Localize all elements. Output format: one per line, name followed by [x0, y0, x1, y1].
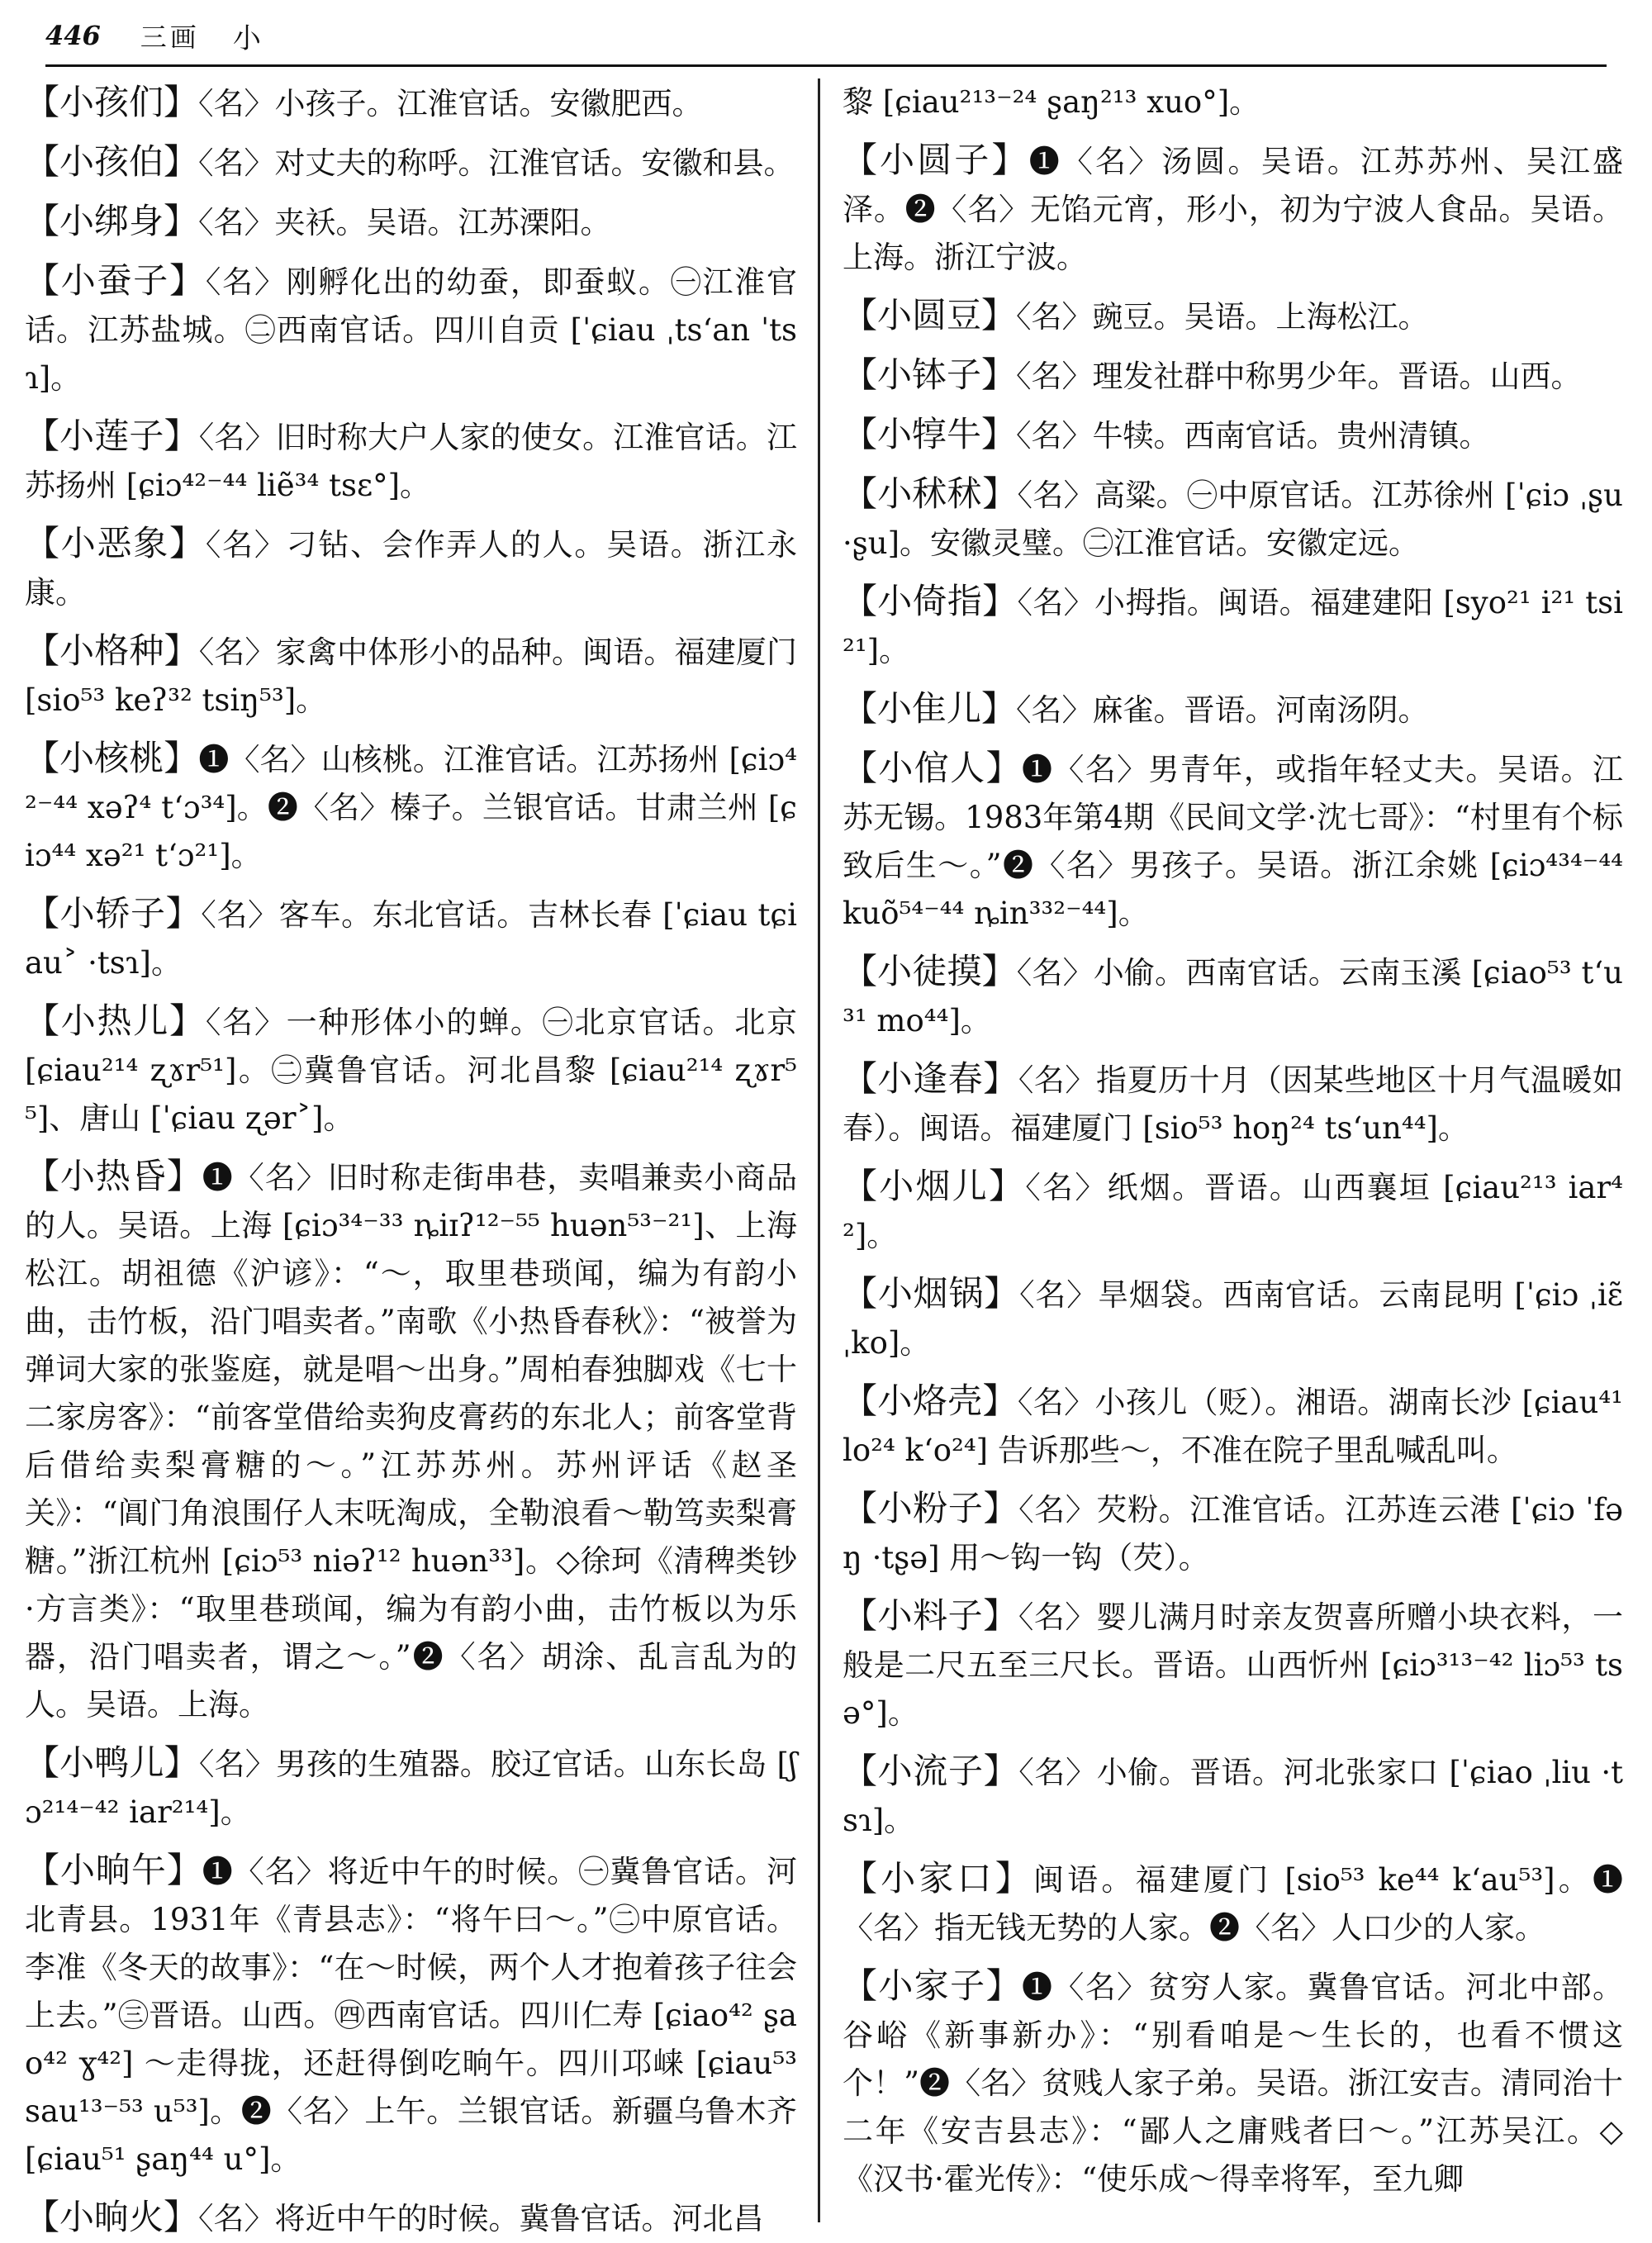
entry-headword: 【小钵子】 [843, 354, 1017, 395]
entry-headword: 【小徒摸】 [843, 951, 1017, 991]
entry-definition: 〈名〉客车。东北官话。吉林长春 [ˈɕiau tɕiau˃ ·tsɿ]。 [25, 897, 797, 981]
dictionary-entry [843, 685, 1623, 734]
entry-headword: 【小倌人】 [843, 748, 1022, 788]
dictionary-entry [25, 138, 797, 188]
dictionary-entry [25, 197, 797, 247]
entry-definition: ❶〈名〉汤圆。吴语。江苏苏州、吴江盛泽。❷〈名〉无馅元宵，形小，初为宁波人食品。吴语。上海。浙江宁波。 [843, 144, 1623, 275]
entry-headword: 【小热儿】 [25, 1000, 206, 1041]
entry-definition: 〈名〉豌豆。吴语。上海松江。 [1016, 299, 1429, 335]
dictionary-entry [25, 257, 797, 402]
right-column [843, 78, 1623, 2218]
entry-definition: 〈名〉一种形体小的蝉。㊀北京官话。北京 [ɕiau²¹⁴ ʐɤr⁵¹]。㊁冀鲁官话。河北昌黎 [ɕiau²¹⁴ ʐɤr⁵⁵]、唐山 [ˈɕiau ʐər˃]。 [25, 1005, 797, 1136]
dictionary-entry [843, 948, 1623, 1045]
entry-headword: 【小流子】 [843, 1751, 1019, 1791]
entry-definition: 〈名〉理发社群中称男少年。晋语。山西。 [1016, 359, 1582, 394]
dictionary-entry [25, 1152, 797, 1729]
dictionary-entry [843, 1855, 1623, 1952]
dictionary-entry [25, 734, 797, 880]
page-header [45, 7, 1607, 67]
entry-definition: 〈名〉旱烟袋。西南官话。云南昆明 [ˈɕiɔ ˌiɛ̃ ˌko]。 [843, 1277, 1623, 1361]
dictionary-entry [25, 520, 797, 617]
dictionary-entry [843, 1962, 1623, 2203]
dictionary-entry [25, 1846, 797, 2184]
entry-headword: 【小圆子】 [843, 140, 1029, 180]
entry-definition: 〈名〉小孩儿（贬）。湘语。湖南长沙 [ɕiau⁴¹ lo²⁴ kʻo²⁴] 告诉那些～，不准在院子里乱喊乱叫。 [843, 1385, 1623, 1468]
entry-headword: 【小晌午】 [25, 1850, 202, 1890]
entry-headword: 【小孩们】 [25, 82, 199, 122]
dictionary-entry [843, 136, 1623, 282]
entry-headword: 【小烙壳】 [843, 1380, 1018, 1421]
dictionary-entry [843, 1592, 1623, 1737]
dictionary-entry [843, 470, 1623, 568]
entry-definition: 〈名〉小偷。晋语。河北张家口 [ˈɕiao ˌliu ·tsɿ]。 [843, 1755, 1623, 1838]
dictionary-entry [843, 744, 1623, 938]
entry-headword: 【小格种】 [25, 630, 199, 671]
section-label: 三画 [140, 21, 200, 53]
entry-definition: ❶〈名〉将近中午的时候。㊀冀鲁官话。河北青县。1931年《青县志》：“将午曰～。”㊁中原官话。李准《冬天的故事》：“在～时候，两个人才抱着孩子往会上去。”㊂晋语。山西。㊃西南官话。四川仁寿 [ɕiao⁴² ʂao⁴² ɣ⁴²] ～走得拢，还赶得倒吃晌午。四川邛崃 [ɕiau⁵³ sau¹³⁻⁵³ u⁵³]。❷〈名〉上午。兰银官话。新疆乌鲁木齐 [ɕiau⁵¹ ʂaŋ⁴⁴ u°]。 [25, 1854, 797, 2177]
entry-definition: 〈名〉对丈夫的称呼。江淮官话。安徽和县。 [198, 145, 795, 181]
entry-definition: ❶〈名〉山核桃。江淮官话。江苏扬州 [ɕiɔ⁴²⁻⁴⁴ xəʔ⁴ tʻɔ³⁴]。❷〈名〉榛子。兰银官话。甘肃兰州 [ɕiɔ⁴⁴ xə²¹ tʻɔ²¹]。 [25, 742, 797, 873]
dictionary-entry [843, 292, 1623, 341]
entry-headword: 【小秫秫】 [843, 473, 1018, 514]
entry-definition: 〈名〉婴儿满月时亲友贺喜所赠小块衣料，一般是二尺五至三尺长。晋语。山西忻州 [ɕiɔ³¹³⁻⁴² liɔ⁵³ tsə°]。 [843, 1599, 1623, 1731]
entry-headword: 【小绑身】 [25, 201, 199, 241]
entry-headword: 【小蚕子】 [25, 260, 206, 301]
entry-definition: 〈名〉男孩的生殖器。胶辽官话。山东长岛 [ʃɔ²¹⁴⁻⁴² iar²¹⁴]。 [25, 1746, 797, 1830]
dictionary-entry [25, 997, 797, 1143]
entry-headword: 【小晌火】 [25, 2197, 199, 2237]
entry-definition: 〈名〉小孩子。江淮官话。安徽肥西。 [198, 86, 703, 121]
dictionary-entry [843, 78, 1623, 126]
head-character: 小 [232, 21, 261, 55]
entry-headword: 【小料子】 [843, 1595, 1018, 1636]
entry-headword: 【小家口】 [843, 1858, 1033, 1898]
entry-headword: 【小热昏】 [25, 1156, 202, 1196]
entry-definition: 黎 [ɕiau²¹³⁻²⁴ ʂaŋ²¹³ xuo°]。 [843, 84, 1260, 120]
entry-definition: 〈名〉高粱。㊀中原官话。江苏徐州 [ˈɕiɔ ˌʂu ·ʂu]。安徽灵璧。㊁江淮官话。安徽定远。 [843, 478, 1623, 561]
entry-headword: 【小粉子】 [843, 1488, 1019, 1528]
dictionary-entry [25, 627, 797, 725]
entry-definition: ❶〈名〉贫穷人家。冀鲁官话。河北中部。谷峪《新事新办》：“别看咱是～生长的，也看不惯这个！”❷〈名〉贫贱人家子弟。吴语。浙江安吉。清同治十二年《安吉县志》：“鄙人之庸贱者曰～。”江苏吴江。◇《汉书·霍光传》：“使乐成～得幸将军，至九卿 [843, 1970, 1623, 2197]
entry-headword: 【小圆豆】 [843, 295, 1017, 335]
dictionary-entry [25, 1739, 797, 1837]
entry-definition: 〈名〉小拇指。闽语。福建建阳 [syo²¹ i²¹ tsi²¹]。 [843, 585, 1623, 668]
entry-headword: 【小鸭儿】 [25, 1742, 199, 1783]
entry-definition: ❶〈名〉旧时称走街串巷，卖唱兼卖小商品的人。吴语。上海 [ɕiɔ³⁴⁻³³ ȵiɪʔ¹²⁻⁵⁵ huən⁵³⁻²¹]、上海松江。胡祖德《沪谚》：“～，取里巷琐闻，编为有韵小曲，击竹板，沿门唱卖者。”南歌《小热昏春秋》：“被誉为弹词大家的张鉴庭，就是唱～出身。”周柏春独脚戏《七十二家房客》：“前客堂借给卖狗皮膏药的东北人；前客堂背后借给卖梨膏糖的～。”江苏苏州。苏州评话《赵圣关》：“阊门角浪围仔人末呒淘成，全勒浪看～勒笃卖梨膏糖。”浙江杭州 [ɕiɔ⁵³ niəʔ¹² huən³³]。◇徐珂《清稗类钞·方言类》：“取里巷琐闻，编为有韵小曲，击竹板以为乐器，沿门唱卖者，谓之～。”❷〈名〉胡涂、乱言乱为的人。吴语。上海。 [25, 1160, 797, 1723]
dictionary-entry [25, 412, 797, 510]
entry-headword: 【小轿子】 [25, 893, 202, 934]
entry-headword: 【小烟锅】 [843, 1273, 1020, 1314]
entry-headword: 【小倚指】 [843, 581, 1018, 621]
dictionary-entry [843, 1747, 1623, 1845]
entry-definition: 〈名〉将近中午的时候。冀鲁官话。河北昌 [198, 2201, 764, 2236]
dictionary-entry [25, 890, 797, 987]
dictionary-entry [843, 1270, 1623, 1367]
entry-definition: 〈名〉刚孵化出的幼蚕，即蚕蚁。㊀江淮官话。江苏盐城。㊁西南官话。四川自贡 [ˈɕiau ˌtsʻan ˈtsɿ]。 [25, 264, 797, 396]
entry-definition: 〈名〉刁钻、会作弄人的人。吴语。浙江永康。 [25, 527, 797, 611]
entry-headword: 【小恶象】 [25, 523, 206, 563]
dictionary-entry [25, 2193, 797, 2243]
entry-definition: 〈名〉纸烟。晋语。山西襄垣 [ɕiau²¹³ iar⁴²]。 [843, 1170, 1623, 1253]
entry-definition: 〈名〉牛犊。西南官话。贵州清镇。 [1016, 418, 1490, 454]
page-number: 446 [45, 20, 101, 51]
dictionary-entry [843, 351, 1623, 401]
entry-headword: 【小孩伯】 [25, 141, 199, 182]
entry-definition: 〈名〉旧时称大户人家的使女。江淮官话。江苏扬州 [ɕiɔ⁴²⁻⁴⁴ liẽ³⁴ tsɛ°]。 [25, 420, 797, 503]
entry-definition: 〈名〉夹袄。吴语。江苏溧阳。 [198, 205, 611, 240]
left-column [25, 78, 797, 2237]
dictionary-entry [843, 1377, 1623, 1475]
entry-headword: 【小隹儿】 [843, 688, 1017, 729]
entry-definition: 闽语。福建厦门 [sio⁵³ ke⁴⁴ kʻau⁵³]。❶〈名〉指无钱无势的人家。❷〈名〉人口少的人家。 [843, 1862, 1623, 1946]
entry-definition: 〈名〉芡粉。江淮官话。江苏连云港 [ˈɕiɔ ˈfəŋ ·tʂə] 用～钩一钩（芡）。 [843, 1492, 1623, 1575]
entry-definition: 〈名〉小偷。西南官话。云南玉溪 [ɕiao⁵³ tʻu³¹ mo⁴⁴]。 [843, 955, 1623, 1038]
entry-headword: 【小逢春】 [843, 1058, 1018, 1099]
dictionary-entry [843, 1485, 1623, 1582]
dictionary-entry [843, 1055, 1623, 1152]
entry-headword: 【小莲子】 [25, 416, 199, 456]
dictionary-entry [843, 411, 1623, 460]
column-divider [818, 78, 820, 2222]
dictionary-entry [25, 78, 797, 128]
entry-definition: 〈名〉家禽中体形小的品种。闽语。福建厦门 [sio⁵³ keʔ³² tsiŋ⁵³]。 [25, 634, 797, 718]
dictionary-entry [843, 577, 1623, 675]
entry-headword: 【小犉牛】 [843, 414, 1017, 454]
entry-definition: 〈名〉指夏历十月（因某些地区十月气温暖如春）。闽语。福建厦门 [sio⁵³ hoŋ²⁴ tsʻun⁴⁴]。 [843, 1062, 1623, 1146]
entry-headword: 【小家子】 [843, 1965, 1022, 2006]
dictionary-entry [843, 1162, 1623, 1260]
entry-definition: ❶〈名〉男青年，或指年轻丈夫。吴语。江苏无锡。1983年第4期《民间文学·沈七哥》：“村里有个标致后生～。”❷〈名〉男孩子。吴语。浙江余姚 [ɕiɔ⁴³⁴⁻⁴⁴ kuõ⁵⁴⁻⁴⁴ ȵin³³²⁻⁴⁴]。 [843, 752, 1623, 931]
entry-headword: 【小核桃】 [25, 738, 199, 778]
entry-definition: 〈名〉麻雀。晋语。河南汤阴。 [1016, 692, 1429, 728]
entry-headword: 【小烟儿】 [843, 1166, 1026, 1206]
